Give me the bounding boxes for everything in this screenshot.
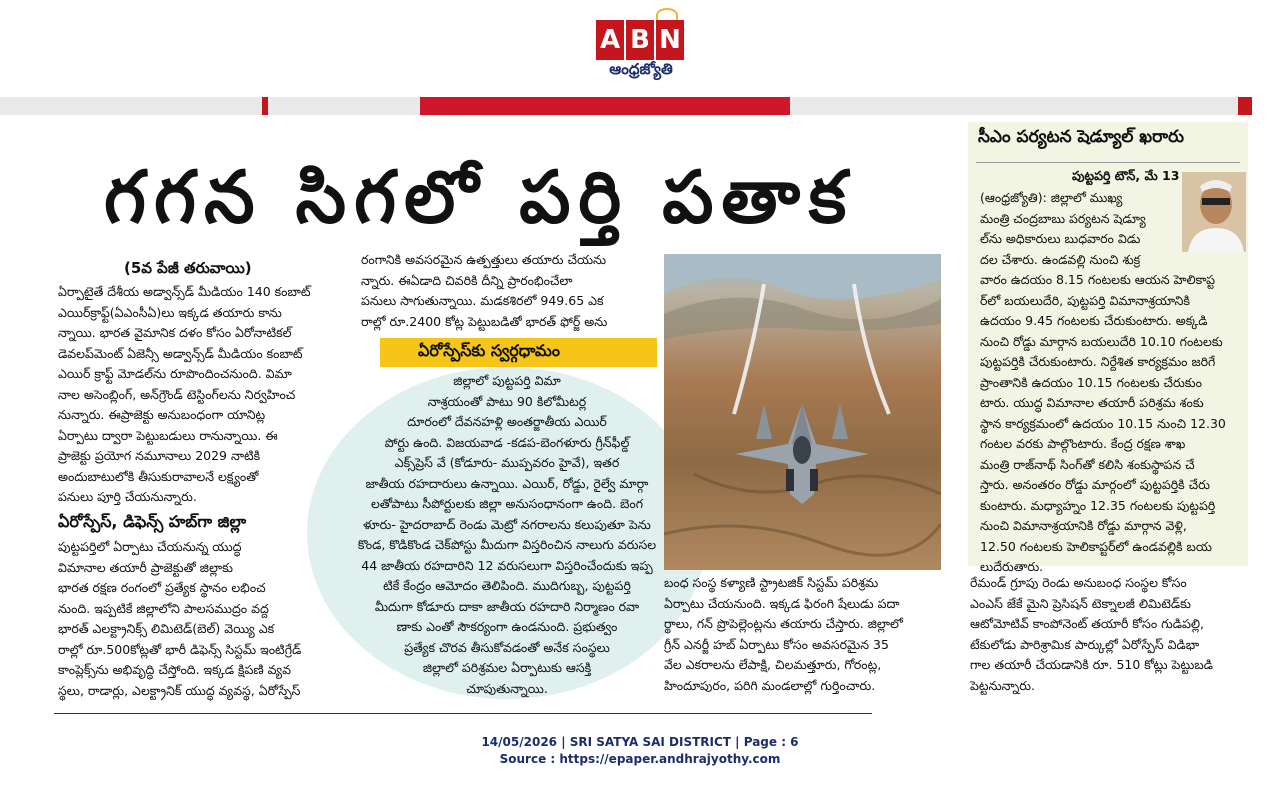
text-line: టేకులోడు పారిశ్రామిక పార్కుల్లో ఏరోస్పేస్ విడిభా [970,636,1200,652]
text-line: చూపుతున్నాయి. [466,680,548,696]
text-line: జిల్లాలో పుట్టపర్తి విమా [453,373,561,388]
text-line: ప్రాజెక్టు ప్రయోగ నమూనాలు 2029 నాటికి [58,448,261,463]
column-4-text [970,573,1246,696]
text-line: ర్థాలు, గన్ ప్రొపెల్లెంట్లను తయారు చేస్తారు. జిల్లాలో [664,616,903,631]
page-footer [0,734,1280,768]
text-line: 12.50 గంటలకు హెలికాప్టర్‌లో ఉండవల్లికి బయ [980,538,1212,554]
text-line: నున్నారు. ఈప్రాజెక్టు అనుబంధంగా యానిట్ల [58,407,266,422]
column-1-subheading: ఏరోస్పేస్, డిఫెన్స్ హబ్‌గా జిల్లా [58,512,247,531]
text-line: కాంప్లెక్స్‌ను అభివృద్ధి చేస్తోంది. ఇక్కడ క్షిపణి వ్యవ [58,662,292,677]
circle-text [324,371,690,699]
sidebar-dateline: పుట్టపర్తి టౌన్, మే 13 [1072,168,1180,183]
sidebar-text [980,188,1180,270]
text-line: లుదేరుతారు. [980,559,1044,574]
text-line: హిందూపురం, పరిగి మండలాల్లో గుర్తించారు. [664,677,876,693]
text-line: నుంచి రోడ్డు మార్గాన బయలుదేరి 10.10 గంటలకు [980,333,1223,349]
column-3-text [664,573,941,696]
text-line: జాతీయ రహదారులు ఉన్నాయి. ఎయిర్, రోడ్డు, రైల్వే మార్గా [365,475,649,491]
text-line: దూరంలో దేవనహళ్లి అంతర్జాతీయ ఎయిర్ [407,414,607,429]
text-line: గ్రీన్ ఎనర్జీ హబ్ ఏర్పాటు కోసం అవసరమైన 35 [664,636,889,652]
fighter-jet-photo [664,254,941,570]
text-line: నాశ్రయంతో పాటు 90 కిలోమీటర్ల [427,393,587,409]
text-line: ప్రాంతానికి ఉదయం 10.15 గంటలకు చేరుకుం [980,374,1202,390]
section-heading: ఏరోస్పేస్‌కు స్వర్గధామం [380,338,657,367]
text-line: ఉదయం 9.45 గంటలకు చేరుకుంటారు. అక్కడి [980,313,1208,328]
text-line: వారం ఉదయం 8.15 గంటలకు ఆయన హెలికాప్ట [980,272,1215,287]
text-line: రాల్లో రూ.500కోట్లతో భారీ డిఫెన్స్ సిస్టమ్ ఇంటిగ్రేడ్ [58,641,302,657]
page-divider [54,713,872,714]
text-line: (ఆంధ్రజ్యోతి): జిల్లాలో ముఖ్య [980,190,1123,205]
text-line: రంగానికి అవసరమైన ఉత్పత్తులు తయారు చేయను [361,252,607,267]
text-line: అందుబాటులోకి తీసుకురావాలనే లక్ష్యంతో [58,468,259,484]
text-line: స్థాన కార్యక్రమంలో ఉదయం 10.15 నుంచి 12.30 [980,415,1226,431]
text-line: ల్‌ను అధికారులు బుధవారం విడు [980,231,1141,246]
person-icon [1182,172,1246,252]
text-line: బంధ సంస్థ కళ్యాణి స్ట్రాటజిక్ సిస్టమ్ పరిశ్రమ [664,575,879,590]
text-line: టికే కేంద్రం ఆమోదం తెలిపింది. ముదిగుబ్బ, పుట్టపర్తి [383,578,631,593]
logo-letters [596,20,684,60]
text-line: జిల్లాలో పరిశ్రమల ఏర్పాటుకు ఆసక్తి [422,660,592,675]
abn-logo [596,8,686,78]
footer-date-page: 14/05/2026 | SRI SATYA SAI DISTRICT | Page : 6 [481,735,799,749]
text-line: భారత రక్షణ రంగంలో ప్రత్యేక స్థానం లభించ [58,580,266,595]
newspaper-page [24,119,1254,715]
text-line: రాల్లో రూ.2400 కోట్ల పెట్టుబడితో భారత్ ఫోర్జ్ అను [361,313,608,329]
previous-page-strip [0,97,1252,115]
text-line: న్నాయి. భారత వైమానిక దళం కోసం ఏరోనాటికల్ [58,325,292,340]
text-line: ప్రత్యేక చొరవ తీసుకోవడంతో అనేక సంస్థలు [404,639,610,655]
text-line: నుంచి విమానాశ్రయానికి రోడ్డు మార్గాన వెళ్లి, [980,518,1187,533]
text-line: వేల ఎకరాలను లేపాక్షి, చిలమత్తూరు, గోరంట్ల, [664,657,882,672]
logo-subtitle: ఆంధ్రజ్యోతి [609,60,673,78]
text-line: లతోపాటు సీపోర్టులకు జిల్లా అనుసంధానంగా ఉంది. బెంగ [370,496,644,511]
text-line: ణాకు ఎంతో సౌకర్యంగా ఉండనుంది. ప్రభుత్వం [396,619,618,634]
text-line: గాల తయారీ చేయడానికి రూ. 510 కోట్లు పెట్టుబడి [970,657,1213,672]
text-line: భారత్ ఎలక్ట్రానిక్స్ లిమిటెడ్(బెల్) వెయ్యి ఎక [58,621,275,636]
text-line: పుట్టపర్తిలో ఏర్పాటు చేయనున్న యుద్ధ [58,539,242,554]
text-line: ర్‌లో బయలుదేరి, పుట్టపర్తి విమానాశ్రయానికి [980,292,1190,308]
headline: గగన సిగలో పర్తి పతాక [104,155,855,239]
text-line: ఏర్పాటు చేయనుంది. ఇక్కడ ఫిరంగి షేలుడు పదా [664,595,900,611]
text-line: దల చేశారు. ఉండవల్లి నుంచి శుక్ర [980,251,1141,267]
column-1-text [58,282,338,508]
text-line: ఎయిర్‌క్రాఫ్ట్(ఏఎంసీఏ)లు ఇక్కడ తయారు కాను [58,304,282,320]
logo-letter: B [626,20,654,60]
text-line: కుంటారు. మధ్యాహ్నం 12.35 గంటలకు పుట్టపర్తి [980,497,1216,513]
logo-letter: N [656,20,684,60]
text-line: ఎంఎస్ జేకే మైని ప్రెసిషన్ టెక్నాలజీ లిమిటెడ్‌కు [970,595,1191,611]
text-line: నుంది. ఇప్పటికే జిల్లాలోని పాలసముద్రం వద్ద [58,600,269,616]
text-line: టారు. యుద్ధ విమానాల తయారీ పరిశ్రమ శంకు [980,395,1204,410]
fighter-jet-icon [664,254,941,570]
column-1-text-2 [58,537,338,701]
text-line: పోర్టు ఉంది. విజయవాడ -కడప-బెంగళూరు గ్రీన్‌ఫీల్డ్ [384,434,630,450]
text-line: కొండ, కొడికొండ చెక్‌పోస్టు మీదుగా విస్తరించిన నాలుగు వరుసల [357,537,657,552]
footer-source: Source : https://epaper.andhrajyothy.com [499,752,781,766]
cm-portrait-photo [1182,172,1246,252]
text-line: మంత్రి రాజ్‌నాథ్ సింగ్‌తో కలిసి శంకుస్థాపన చే [980,456,1195,472]
text-line: ఆటోమోటివ్ కాంపోనెంట్ తయారీ కోసం గుడిపల్లి, [970,616,1205,631]
text-line: గంటల వరకు పాల్గొంటారు. కేంద్ర రక్షణ శాఖ [980,436,1186,451]
text-line: 44 జాతీయ రహదారిని 12 వరుసలుగా విస్తరించేందుకు ఇప్ప [361,557,653,573]
text-line: మంత్రి చంద్రబాబు పర్యటన షెడ్యూ [980,210,1146,226]
sidebar-title: సీఎం పర్యటన షెడ్యూల్ ఖరారు [978,127,1185,147]
text-line: ళూరు- హైదరాబాద్ రెండు మెట్రో నగరాలను కలుపుతూ పెను [363,516,651,532]
logo-letter: A [596,20,624,60]
text-line: నాల అసెంబ్లింగ్, అన్‌గ్రౌండ్ టెస్టింగ్‌లను నిర్వహించ [58,386,296,402]
text-line: రేమండ్ గ్రూపు రెండు అనుబంధ సంస్థల కోసం [970,575,1187,590]
cm-schedule-box [968,122,1248,574]
continued-from: (5వ పేజీ తరువాయి) [124,259,252,277]
column-2-text [361,250,661,332]
text-line: స్తారు. అనంతరం రోడ్డు మార్గంలో పుట్టపర్తికి చేరు [980,477,1210,492]
text-line: విమానాల తయారీ ప్రాజెక్టుతో జిల్లాకు [58,559,233,575]
text-line: డెవలప్‌మెంట్ ఏజెన్సీ అడ్వాన్స్‌డ్ మీడియం కంబాట్ [58,345,303,361]
text-line: మీదుగా కోడూరు దాకా జాతీయ రహదారి నిర్మాణం రవా [374,598,640,614]
text-line: న్నారు. ఈఏడాది చివరికి దీన్ని ప్రారంభించేలా [361,272,573,288]
text-line: ఎక్స్‌ప్రెస్ వే (కోడూరు- ముప్పవరం హైవే), ఇతర [394,455,620,470]
text-line: ఎయిర్ క్రాఫ్ట్ మోడల్‌ను రూపొందించనుంది. విమా [58,366,292,381]
text-line: పెట్టనున్నారు. [970,677,1035,693]
text-line: పనులు సాగుతున్నాయి. మడకశిరలో 949.65 ఎక [361,293,604,308]
text-line: ఏర్పాటు ద్వారా పెట్టుబడులు రానున్నాయి. ఈ [58,427,278,443]
sidebar-text-2 [980,270,1244,578]
text-line: స్థలు, రాడార్లు, ఎలక్ట్రానిక్ యుద్ధ వ్యవస్థ, ఏరోస్పేస్ [58,682,301,698]
text-line: ఏర్పాటైతే దేశీయ అడ్వాన్స్‌డ్ మీడియం 140 కంబాట్ [58,284,311,299]
text-line: పనులు పూర్తి చేయనున్నారు. [58,489,197,504]
text-line: పుట్టపర్తికి చేరుకుంటారు. నిర్దేశిత కార్యక్రమం జరిగే [980,354,1216,369]
